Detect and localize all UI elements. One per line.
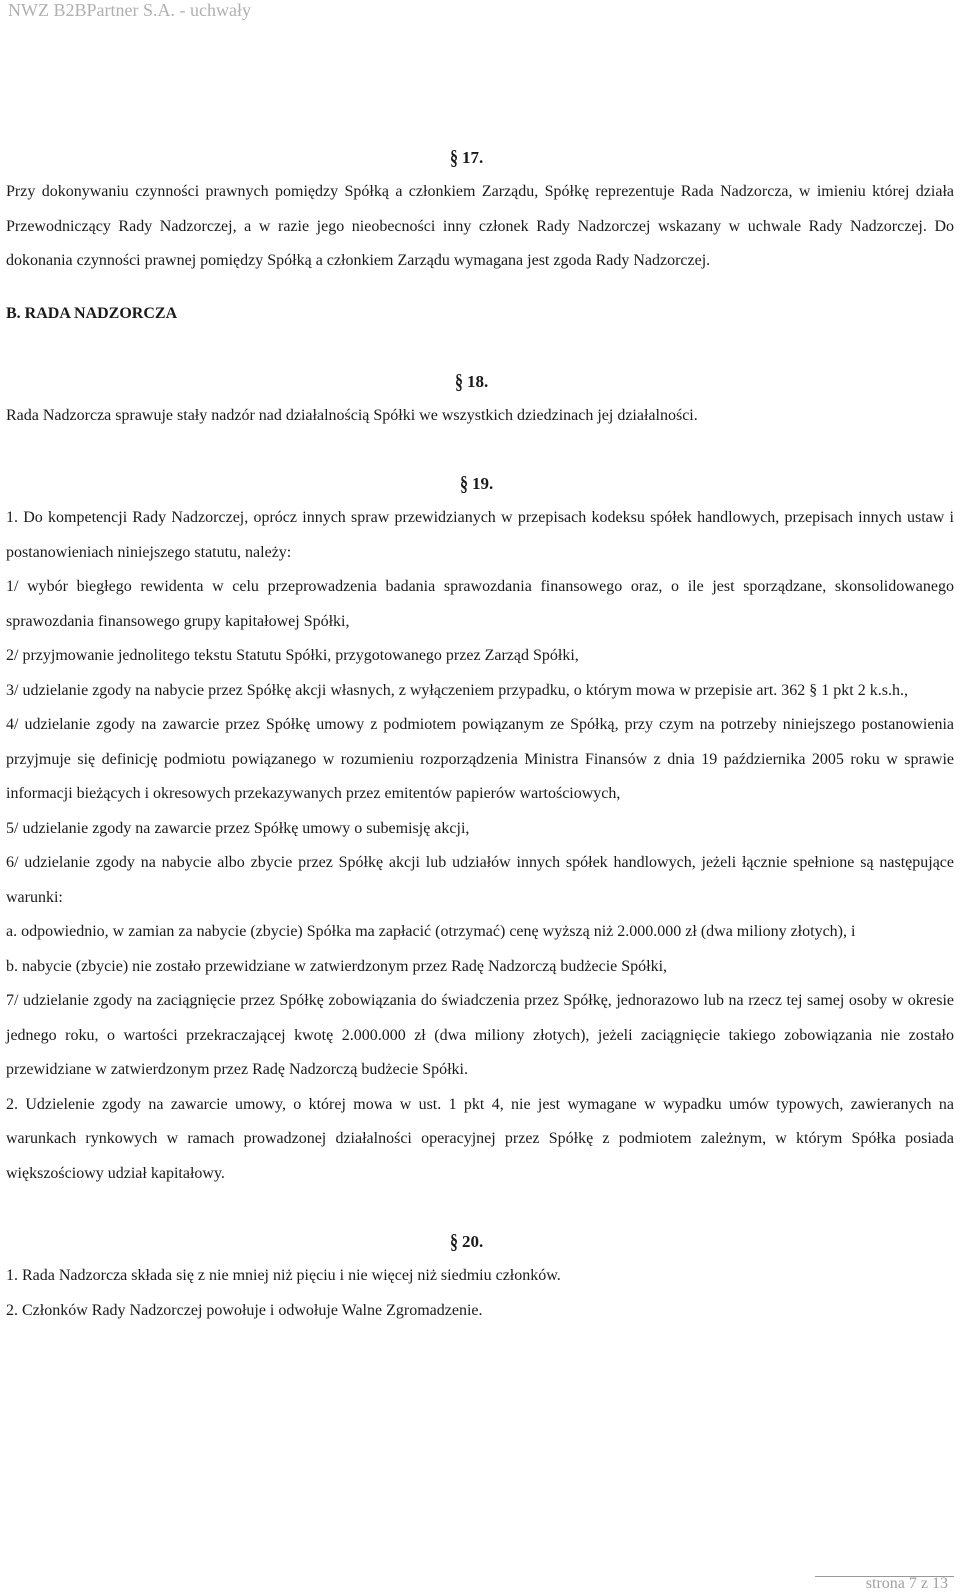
section-20-heading xyxy=(450,1225,954,1259)
section-17-text: Przy dokonywaniu czynności prawnych pomiędzy Spółką a członkiem Zarządu, Spółkę reprezentuje Rada Nadzorcza, w imieniu której działa Przewodniczący Rady Nadzorczej, a w razie jego nieobecności inny członek Rady Nadzorczej wskazany w uchwale Rady Nadzorczej. Do dokonania czynności prawnej pomiędzy Spółką a członkiem Zarządu wymagana jest zgoda Rady Nadzorczej. xyxy=(6,183,954,269)
section-19-heading xyxy=(460,467,954,501)
list-item: 3/ udzielanie zgody na nabycie przez Spółkę akcji własnych, z wyłączeniem przypadku, o którym mowa w przepisie art. 362 § 1 pkt 2 k.s.h., xyxy=(6,681,908,699)
list-item: 5/ udzielanie zgody na zawarcie przez Spółkę umowy o subemisję akcji, xyxy=(6,819,470,837)
list-item: 2. Członków Rady Nadzorczej powołuje i odwołuje Walne Zgromadzenie. xyxy=(6,1301,483,1319)
list-item: 1. Rada Nadzorcza składa się z nie mniej niż pięciu i nie więcej niż siedmiu członków. xyxy=(6,1267,561,1284)
section-sign-icon: § xyxy=(455,370,463,394)
list-item: 4/ udzielanie zgody na zawarcie przez Spółkę umowy z podmiotem powiązanym ze Spółką, przy czym na potrzeby niniejszego postanowienia przyjmuje się definicję podmiotu powiązanego w rozumieniu rozporządzenia Ministra Finansów z dnia 19 października 2005 roku w sprawie informacji bieżących i okresowych przekazywanych przez emitentów papierów wartościowych, xyxy=(6,716,954,802)
list-item: 1/ wybór biegłego rewidenta w celu przeprowadzenia badania sprawozdania finansowego oraz, o ile jest sporządzane, skonsolidowanego sprawozdania finansowego grupy kapitałowej Spółki, xyxy=(6,578,954,630)
page-number: strona 7 z 13 xyxy=(865,1575,948,1592)
list-item: a. odpowiednio, w zamian za nabycie (zbycie) Spółka ma zapłacić (otrzymać) cenę wyższą niż 2.000.000 zł (dwa miliony złotych), i xyxy=(6,923,856,940)
section-18-heading xyxy=(455,365,954,399)
document-body xyxy=(6,141,954,1328)
list-item: b. nabycie (zbycie) nie zostało przewidziane w zatwierdzonym przez Radę Nadzorczą budżecie Spółki, xyxy=(6,957,668,975)
part-b-heading: B. RADA NADZORCZA xyxy=(6,304,178,322)
section-19-intro: 1. Do kompetencji Rady Nadzorczej, oprócz innych spraw przewidzianych w przepisach kodeksu spółek handlowych, przepisach innych ustaw i postanowieniach niniejszego statutu, należy: xyxy=(6,509,954,561)
section-17-heading xyxy=(450,141,954,175)
section-sign-icon: § xyxy=(460,472,468,496)
list-item: 6/ udzielanie zgody na nabycie albo zbycie przez Spółkę akcji lub udziałów innych spółek handlowych, jeżeli łącznie spełnione są następujące warunki: xyxy=(6,854,954,906)
section-20-number: 20. xyxy=(462,1232,484,1251)
section-17-number: 17. xyxy=(462,148,484,167)
document-header-title: NWZ B2BPartner S.A. - uchwały xyxy=(8,0,251,20)
list-item: 7/ udzielanie zgody na zaciągnięcie przez Spółkę zobowiązania do świadczenia przez Spółkę, jednorazowo lub na rzecz tej samej osoby w okresie jednego roku, o wartości przekraczającej kwotę 2.000.000 zł (dwa miliony złotych), jeżeli zaciągnięcie takiego zobowiązania nie zostało przewidziane w zatwierdzonym przez Radę Nadzorczą budżecie Spółki. xyxy=(6,992,954,1078)
list-item: 2/ przyjmowanie jednolitego tekstu Statutu Spółki, przygotowanego przez Zarząd Spółki, xyxy=(6,647,579,664)
section-sign-icon: § xyxy=(450,146,458,170)
list-item: 2. Udzielenie zgody na zawarcie umowy, o której mowa w ust. 1 pkt 4, nie jest wymagane w wypadku umów typowych, zawieranych na warunkach rynkowych w ramach prowadzonej działalności operacyjnej przez Spółkę z podmiotem zależnym, w którym Spółka posiada większościowy udział kapitałowy. xyxy=(6,1095,954,1182)
section-18-text: Rada Nadzorcza sprawuje stały nadzór nad działalnością Spółki we wszystkich dziedzinach jej działalności. xyxy=(6,406,698,424)
section-19-number: 19. xyxy=(472,474,494,493)
section-18-number: 18. xyxy=(467,371,489,391)
section-sign-icon: § xyxy=(450,1230,458,1254)
